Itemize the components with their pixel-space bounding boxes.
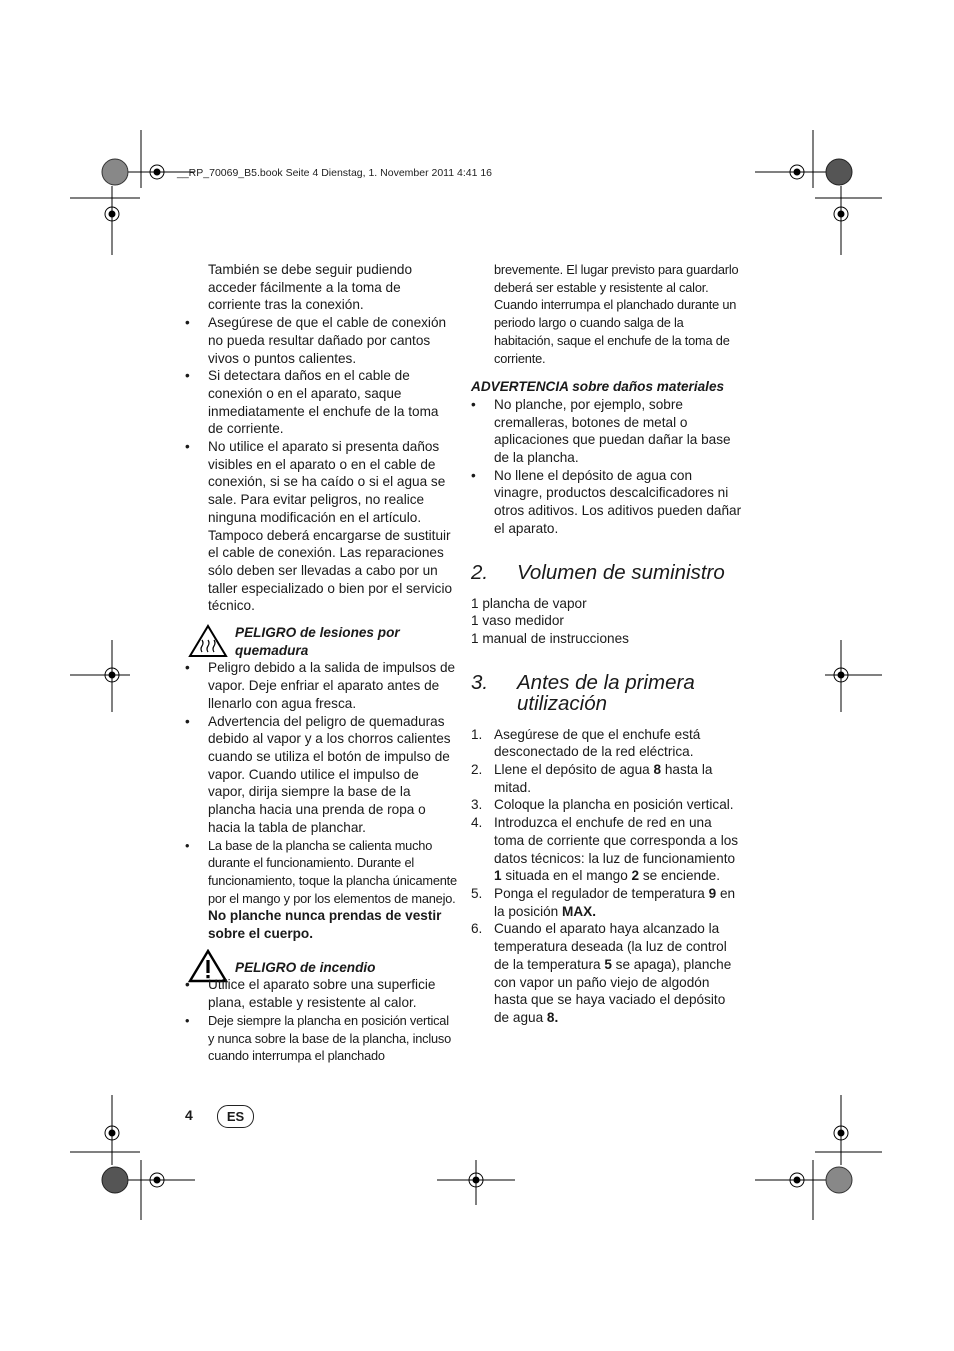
intro-paragraph: También se debe seguir pudiendo acceder fácilmente a la toma de corriente tras la conexión.	[208, 262, 413, 313]
list-item: • La base de la plancha se calienta mucho durante el funcionamiento. Durante el funcionamiento, toque la plancha únicamente por el mango y por los elementos de manejo. No planche nunca prendas de vestir sobre el cuerpo.	[185, 837, 457, 943]
hot-surface-warning-icon	[188, 624, 228, 658]
list-item: • No planche, por ejemplo, sobre cremalleras, botones de metal o aplicaciones que puedan dañar la base de la plancha.	[471, 396, 743, 467]
burn-warning	[185, 624, 457, 659]
list-item: • No llene el depósito de agua con vinagre, productos descalcificadores ni otros aditivos. Los aditivos pueden dañar el aparato.	[471, 467, 743, 538]
list-item: • Peligro debido a la salida de impulsos de vapor. Deje enfriar el aparato antes de llenarlo con agua fresca.	[185, 659, 457, 712]
list-item: • Si detectara daños en el cable de conexión o en el aparato, saque inmediatamente el enchufe de la toma de corriente.	[185, 367, 457, 438]
step-item: 3. Coloque la plancha en posición vertical.	[471, 797, 734, 813]
list-item: • Asegúrese de que el cable de conexión no pueda resultar dañado por cantos vivos o puntos calientes.	[185, 314, 457, 367]
section-heading-first-use: 3. Antes de la primera utilización	[471, 670, 695, 715]
print-header: __RP_70069_B5.book Seite 4 Dienstag, 1. November 2011 4:41 16	[177, 167, 493, 179]
continued-paragraph: brevemente. El lugar previsto para guardarlo deberá ser estable y resistente al calor. Cuando interrumpa el planchado durante un periodo largo o cuando salga de la habitación, saque el enchufe de la toma de corriente.	[494, 262, 739, 366]
list-item: • Utilice el aparato sobre una superficie plana, estable y resistente al calor.	[185, 976, 457, 1011]
language-badge: ES	[217, 1105, 254, 1128]
burn-warning-title: PELIGRO de lesiones por quemadura	[235, 625, 400, 658]
list-item: 1 manual de instrucciones	[471, 630, 629, 646]
list-item: • Advertencia del peligro de quemaduras debido al vapor y a los chorros calientes cuando se utiliza el botón de impulso de vapor. Cuando utilice el impulso de vapor, dirija siempre la base de la plancha hacia una prenda de ropa o hacia la tabla de planchar.	[185, 713, 457, 837]
right-column	[471, 261, 743, 1027]
step-item: 4. Introduzca el enchufe de red en una toma de corriente que corresponda a los datos técnicos: la luz de funcionamiento 1 situada en el mango 2 se enciende.	[471, 815, 739, 884]
supply-list	[471, 595, 743, 648]
list-item: 1 plancha de vapor	[471, 595, 587, 611]
step-item: 2. Llene el depósito de agua 8 hasta la mitad.	[471, 762, 713, 795]
material-warning-title: ADVERTENCIA sobre daños materiales	[471, 379, 725, 395]
section-heading-supply: 2. Volumen de suministro	[471, 560, 725, 584]
list-item: 1 vaso medidor	[471, 613, 564, 629]
list-item: • Deje siempre la plancha en posición vertical y nunca sobre la base de la plancha, incluso cuando interrumpa el planchado	[185, 1012, 457, 1065]
list-item: • No utilice el aparato si presenta daños visibles en el aparato o en el cable de conexión, si se ha caído o si el agua se sale. Para evitar peligros, no realice ninguna modificación en el artículo. Tampoco deberá encargarse de sustituir el cable de conexión. Las reparaciones sólo deben ser llevadas a cabo por un taller especializado o bien por el servicio técnico.	[185, 438, 457, 615]
steps-list	[471, 726, 743, 1027]
step-item: 6. Cuando el aparato haya alcanzado la temperatura deseada (la luz de control de la temperatura 5 se apaga), planche con vapor un paño viejo de algodón hasta que se haya vaciado el depósito de agua 8.	[471, 921, 732, 1025]
page-number: 4	[185, 1107, 193, 1123]
step-item: 5. Ponga el regulador de temperatura 9 en la posición MAX.	[471, 885, 736, 919]
step-item: 1. Asegúrese de que el enchufe está desconectado de la red eléctrica.	[471, 726, 701, 760]
left-column	[185, 261, 457, 1065]
fire-warning-title: PELIGRO de incendio	[235, 959, 376, 975]
fire-warning	[185, 959, 457, 977]
